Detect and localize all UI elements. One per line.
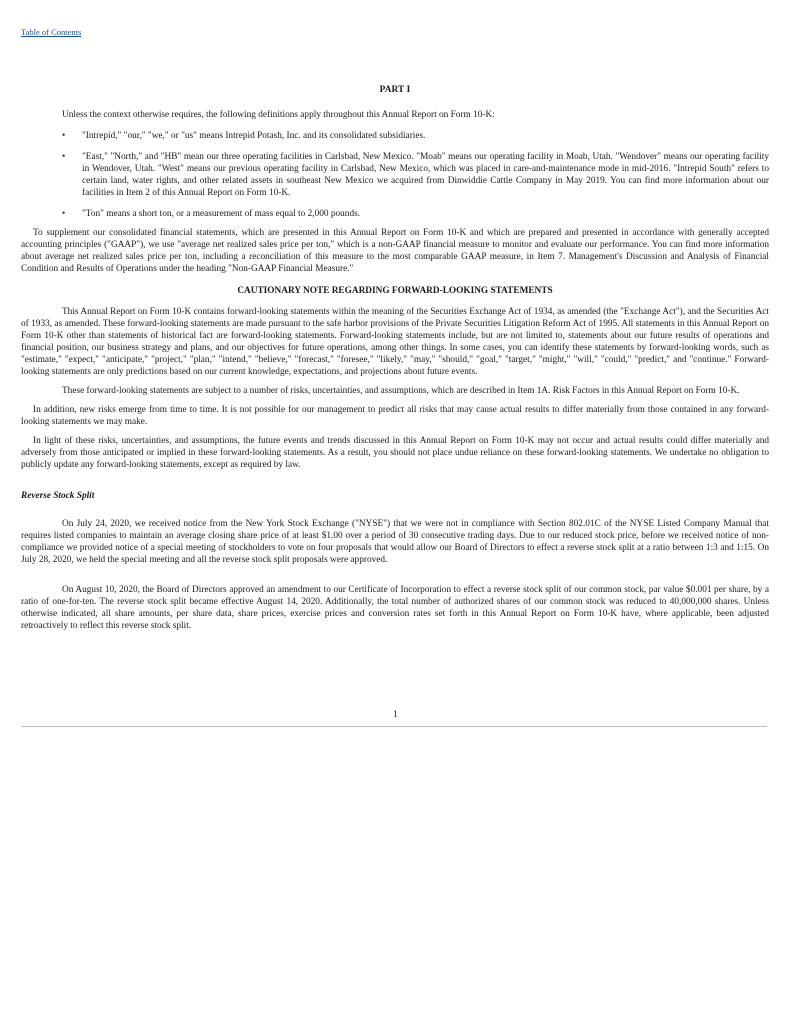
bullet-glyph: • [62, 152, 66, 162]
page-divider [21, 726, 767, 727]
cautionary-paragraph-1: This Annual Report on Form 10-K contains forward-looking statements within the meaning of the Securities Exchange Act of 1934, as amended (the "Exchange Act"), and the Securities Act of 1933, as amended. These forward-looking statements are made pursuant to the safe harbor provisions of the Private Securities Litigation Reform Act of 1995. All statements in this Annual Report on Form 10-K other than statements of historical fact are forward-looking statements. Forward-looking statements include, but are not limited to, statements about our future results of operations and financial position, our business strategy and plans, and our objectives for future operations, among other things. In some cases, you can identify these statements by forward-looking words, such as "estimate," "expect," "anticipate," "project," "plan," "intend," "believe," "forecast," "foresee," "likely," "may," "should," "goal," "target," "might," "will," "could," "predict," and "continue." Forward-looking statements are only predictions based on our current knowledge, expectations, and projections about future events. [21, 307, 769, 377]
definition-item [21, 130, 769, 142]
page-content [21, 84, 769, 632]
definitions-intro: Unless the context otherwise requires, the following definitions apply throughout this Annual Report on Form 10-K: [62, 110, 495, 120]
definition-item [21, 208, 769, 220]
definition-text: "Ton" means a short ton, or a measurement of mass equal to 2,000 pounds. [82, 209, 361, 219]
definition-text: "Intrepid," "our," "we," or "us" means Intrepid Potash, Inc. and its consolidated subsidiaries. [82, 131, 426, 141]
cautionary-paragraph-4: In light of these risks, uncertainties, and assumptions, the future events and trends discussed in this Annual Report on Form 10-K may not occur and actual results could differ materially and adversely from those anticipated or implied in these forward-looking statements. As a result, you should not place undue reliance on these forward-looking statements. We undertake no obligation to publicly update any forward-looking statements, except as required by law. [21, 436, 769, 470]
bullet-glyph: • [62, 209, 66, 219]
part-title: PART I [379, 85, 411, 95]
non-gaap-paragraph: To supplement our consolidated financial statements, which are presented in this Annual Report on Form 10-K and which are prepared and presented in accordance with generally accepted accounting principles ("GAAP"), we use "average net realized sales price per ton," which is a non-GAAP financial measure to monitor and evaluate our performance. You can find more information about average net realized sales price per ton, including a reconciliation of this measure to the most comparable GAAP measure, in Item 7. Management's Discussion and Analysis of Financial Condition and Results of Operations under the heading "Non-GAAP Financial Measure." [21, 228, 769, 274]
bullet-glyph: • [62, 131, 66, 141]
cautionary-note-title: CAUTIONARY NOTE REGARDING FORWARD-LOOKING STATEMENTS [237, 286, 553, 296]
reverse-stock-split-heading: Reverse Stock Split [21, 491, 95, 501]
reverse-split-paragraph-1: On July 24, 2020, we received notice from the New York Stock Exchange ("NYSE") that we were not in compliance with Section 802.01C of the NYSE Listed Company Manual that requires listed companies to maintain an average closing share price of at least $1.00 over a period of 30 consecutive trading days. Due to our reduced stock price, before we received notice of non-compliance we provided notice of a special meeting of stockholders to vote on four proposals that would allow our Board of Directors to effect a reverse stock split at a ratio between 1:3 and 1:15. On July 28, 2020, we held the special meeting and all the reverse stock split proposals were approved. [21, 519, 769, 565]
definition-item [21, 151, 769, 199]
cautionary-paragraph-2: These forward-looking statements are subject to a number of risks, uncertainties, and assumptions, which are described in Item 1A. Risk Factors in this Annual Report on Form 10-K. [62, 386, 740, 396]
page-number: 1 [393, 710, 398, 720]
definition-text: "East," "North," and "HB" mean our three operating facilities in Carlsbad, New Mexico. "Moab" means our operating facility in Moab, Utah. "Wendover" means our operating facility in Wendover, Utah. "West" means our previous operating facility in Carlsbad, New Mexico, which was placed in care-and-maintenance mode in mid-2016. "Intrepid South" refers to certain land, water rights, and other related assets in southeast New Mexico we acquired from Dinwiddie Cattle Company in May 2019. You can find more information about our facilities in Item 2 of this Annual Report on Form 10-K. [82, 152, 769, 198]
table-of-contents-link[interactable]: Table of Contents [21, 27, 82, 37]
cautionary-paragraph-3: In addition, new risks emerge from time to time. It is not possible for our management to predict all risks that may cause actual results to differ materially from those contained in any forward-looking statements we may make. [21, 405, 769, 427]
reverse-split-paragraph-2: On August 10, 2020, the Board of Directors approved an amendment to our Certificate of Incorporation to effect a reverse stock split of our common stock, par value $0.001 per share, by a ratio of one-for-ten. The reverse stock split became effective August 14, 2020. Additionally, the total number of authorized shares of our common stock was reduced to 40,000,000 shares. Unless otherwise indicated, all share amounts, per share data, share prices, exercise prices and conversion rates set forth in this Annual Report on Form 10-K have, where applicable, been adjusted retroactively to reflect this reverse stock split. [21, 585, 769, 631]
